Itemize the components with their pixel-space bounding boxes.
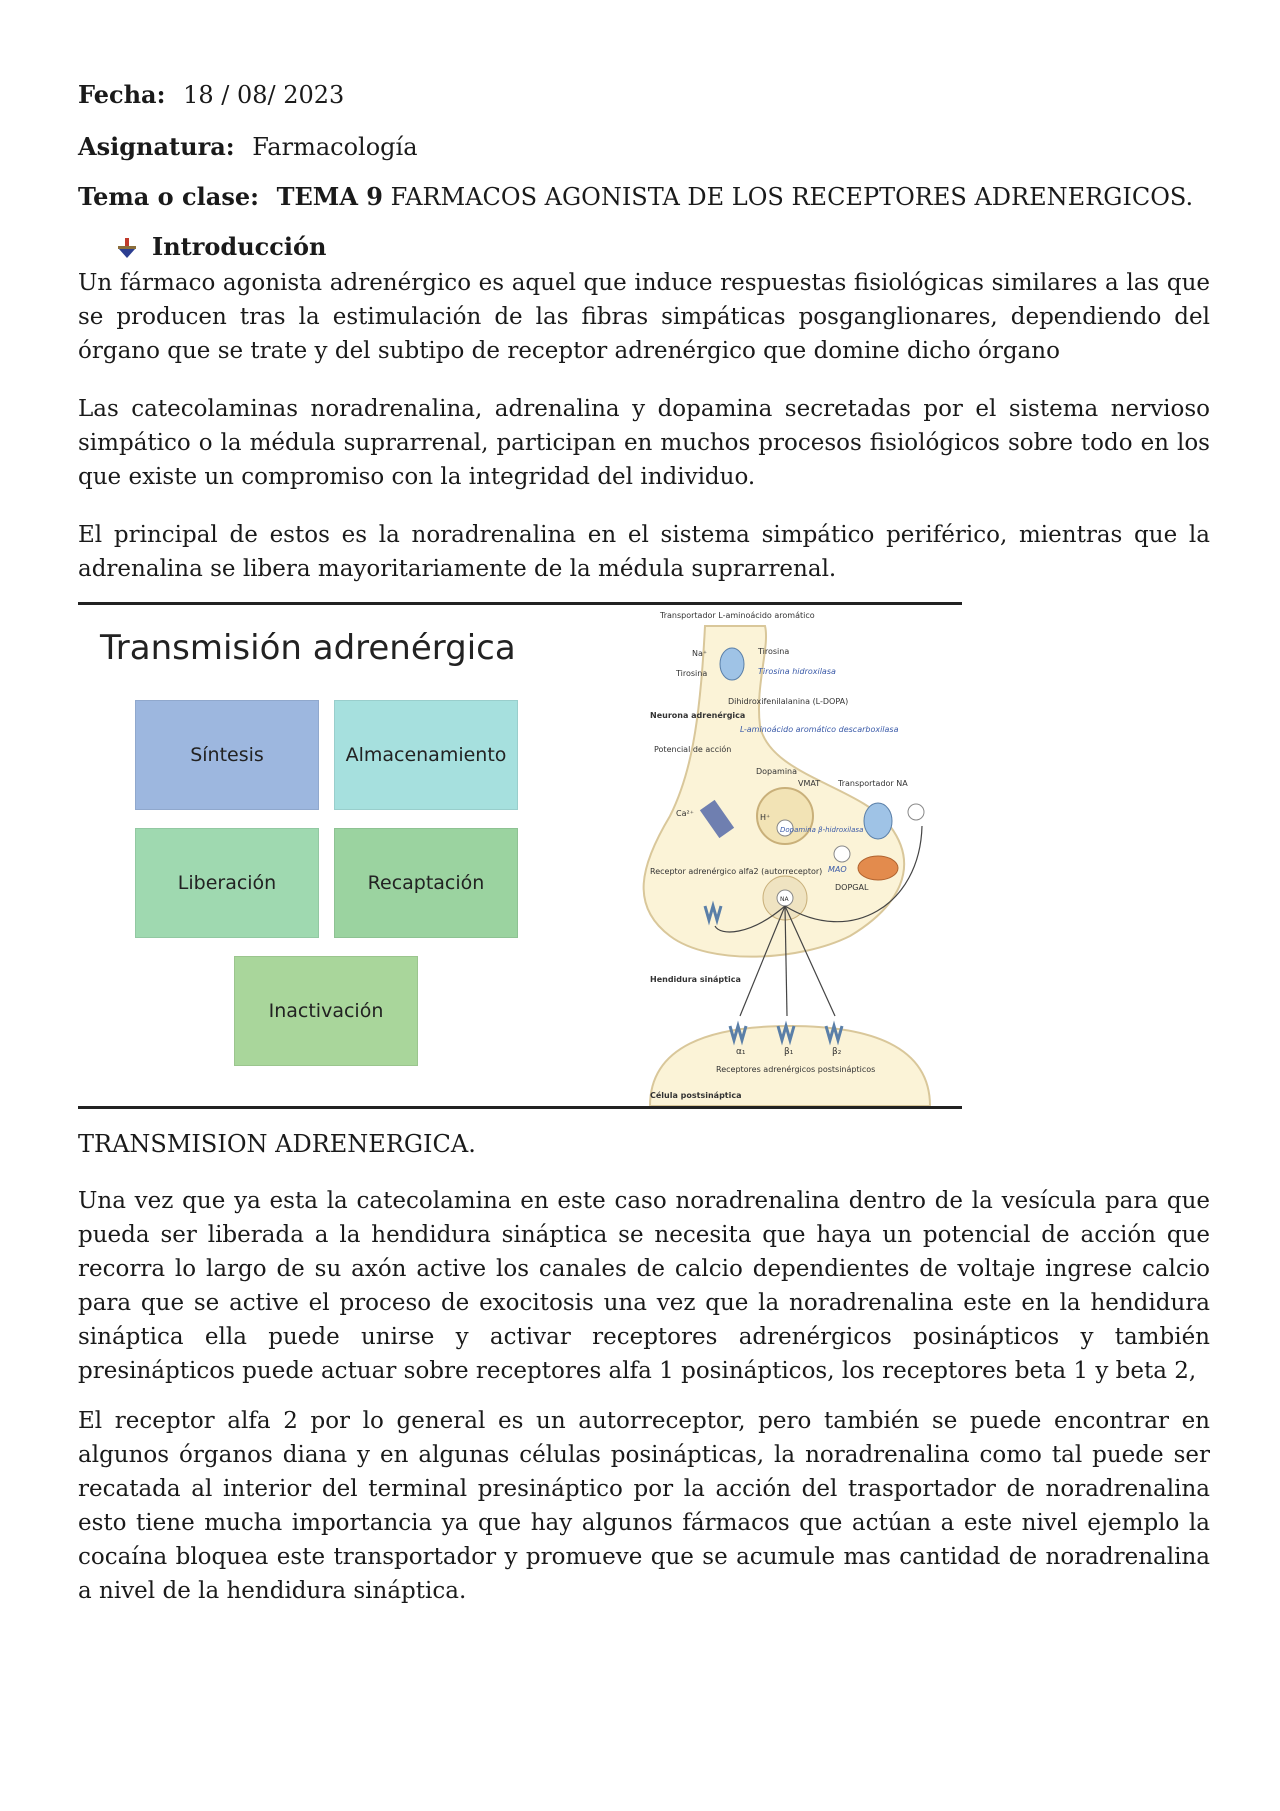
label-decarboxilasa: L-aminoácido aromático descarboxilasa — [740, 725, 899, 734]
label-dopa: Dihidroxifenilalanina (L-DOPA) — [728, 697, 849, 706]
label-dopgal: DOPGAL — [835, 883, 869, 892]
label-potencial: Potencial de acción — [654, 745, 732, 754]
section-paragraph-2: El receptor alfa 2 por lo general es un autorreceptor, pero también se puede encontrar en algunos órganos diana y en algunas células posinápticas, la noradrenalina como tal puede ser recatada al interior del terminal presináptico por la acción del trasportador de noradrenalina esto tiene mucha importancia ya que hay algunos fármacos que actúan a este nivel ejemplo la cocaína bloquea este transportador y promueve que se acumule mas cantidad de noradrenalina a nivel de la hendidura sináptica. — [78, 1408, 1210, 1604]
label-na-molecule: NA — [780, 896, 789, 903]
box-inactivacion: Inactivación — [234, 956, 418, 1066]
paragraph-2: Las catecolaminas noradrenalina, adrenalina y dopamina secretadas por el sistema nervioso simpático o la médula suprarrenal, participan en muchos procesos fisiológicos sobre todo en los que existe un compromiso con la integridad del individuo. — [78, 396, 1210, 490]
label-neurona: Neurona adrenérgica — [650, 711, 746, 720]
figure-title: Transmisión adrenérgica — [100, 628, 516, 668]
label-mao: MAO — [828, 865, 847, 874]
asignatura-label: Asignatura: — [78, 132, 235, 161]
label-hendidura: Hendidura sináptica — [650, 975, 741, 984]
na-molecule-cytoplasm — [834, 846, 850, 862]
asignatura-line — [78, 132, 418, 162]
label-beta1: β₁ — [784, 1047, 794, 1057]
asignatura-value: Farmacología — [252, 133, 418, 161]
label-beta2: β₂ — [832, 1047, 842, 1057]
paragraph-1: Un fármaco agonista adrenérgico es aquel que induce respuestas fisiológicas similares a las que se producen tras la estimulación de las fibras simpáticas posganglionares, dependiendo del órgano que se trate y del subtipo de receptor adrenérgico que domine dicho órgano — [78, 270, 1210, 364]
label-tirosina-hidroxilasa: Tirosina hidroxilasa — [758, 667, 836, 676]
box-almacenamiento: Almacenamiento — [334, 700, 518, 810]
transmission-overview-figure — [78, 610, 578, 1080]
box-liberacion: Liberación — [135, 828, 319, 938]
na-transporter-shape — [864, 803, 892, 839]
na-molecule-outside — [908, 804, 924, 820]
tema-value: FARMACOS AGONISTA DE LOS RECEPTORES ADRENERGICOS. — [390, 183, 1194, 211]
label-receptor-alfa2: Receptor adrenérgico alfa2 (autorreceptor) — [650, 867, 823, 876]
label-transporter: Transportador L-aminoácido aromático — [660, 611, 815, 620]
tema-number: TEMA 9 — [276, 182, 384, 211]
figure-bottom-rule — [78, 1106, 962, 1109]
label-tirosina-a: Tirosina — [758, 647, 790, 656]
label-ca: Ca²⁺ — [676, 809, 694, 818]
label-na: Na⁺ — [692, 649, 708, 658]
label-alpha1: α₁ — [736, 1047, 746, 1057]
label-receptores-post: Receptores adrenérgicos postsinápticos — [716, 1065, 876, 1074]
figure-top-rule — [78, 602, 962, 605]
tema-label: Tema o clase: — [78, 182, 259, 211]
label-transportador-na: Transportador NA — [838, 779, 908, 788]
bullet-arrow-icon — [116, 236, 138, 258]
box-recaptacion: Recaptación — [334, 828, 518, 938]
tema-line — [78, 182, 1193, 212]
label-h: H⁺ — [760, 813, 771, 822]
fecha-label: Fecha: — [78, 80, 166, 109]
synapse-diagram — [630, 606, 950, 1106]
section-paragraph-1: Una vez que ya esta la catecolamina en este caso noradrenalina dentro de la vesícula para que pueda ser liberada a la hendidura sináptica se necesita que haya un potencial de acción que recorra lo largo de su axón active los canales de calcio dependientes de voltaje ingrese calcio para que se active el proceso de exocitosis una vez que la noradrenalina este en la hendidura sináptica ella puede unirse y activar receptores adrenérgicos posinápticos y también presinápticos puede actuar sobre receptores alfa 1 posinápticos, los receptores beta 1 y beta 2, — [78, 1188, 1210, 1384]
label-tirosina-b: Tirosina — [676, 669, 708, 678]
section-title: TRANSMISION ADRENERGICA. — [78, 1130, 476, 1158]
label-dopamina-hidroxilasa: Dopamina β-hidroxilasa — [780, 826, 864, 834]
label-celula-post: Célula postsináptica — [650, 1091, 742, 1100]
paragraph-3: El principal de estos es la noradrenalina en el sistema simpático periférico, mientras que la adrenalina se libera mayoritariamente de la médula suprarrenal. — [78, 522, 1210, 582]
mitochondrion-shape — [858, 856, 898, 880]
label-vmat: VMAT — [798, 779, 821, 788]
intro-heading-text: Introducción — [152, 232, 327, 261]
fecha-line — [78, 80, 344, 110]
box-sintesis: Síntesis — [135, 700, 319, 810]
fecha-value: 18 / 08/ 2023 — [183, 81, 345, 109]
label-dopamina: Dopamina — [756, 767, 798, 776]
amino-acid-transporter-shape — [720, 648, 744, 680]
intro-heading — [116, 232, 326, 261]
